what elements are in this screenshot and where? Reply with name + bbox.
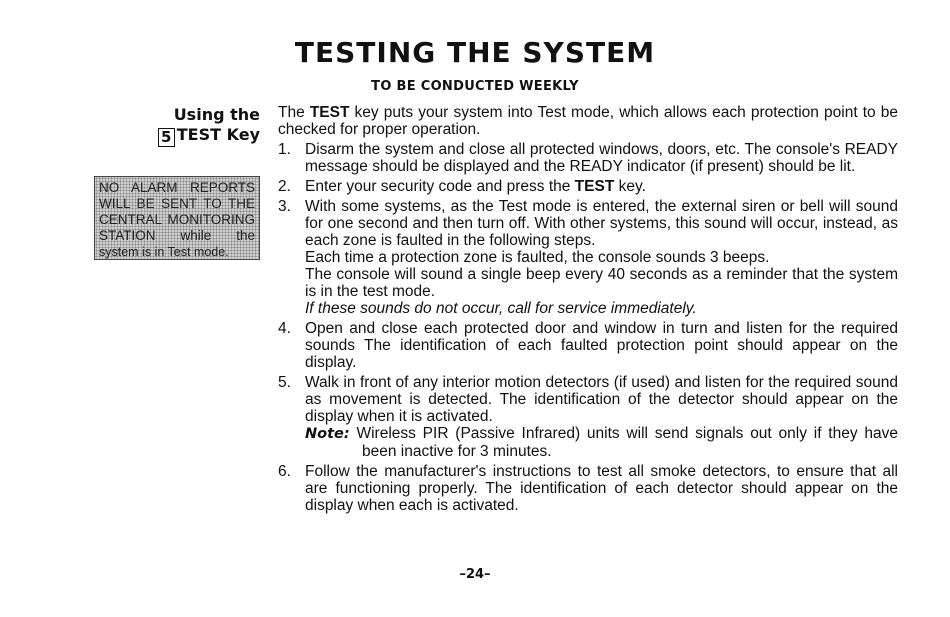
step-text: With some systems, as the Test mode is entered, the external siren or bell will sound for one second and then turn off. With other systems, this sound will occur, instead, as each zone is faulted in the following steps.	[305, 198, 898, 249]
step-text-cont: key.	[614, 178, 646, 195]
step-1	[278, 141, 898, 175]
warning-box	[94, 176, 260, 260]
step-number: 4.	[278, 320, 291, 337]
page-title: TESTING THE SYSTEM	[294, 36, 656, 69]
step-text: Follow the manufacturer's instructions to test all smoke detectors, to ensure that all are functioning properly. The identification of each detector should appear on the display when each is activated.	[305, 463, 898, 514]
side-heading-line1: Using the	[173, 105, 260, 124]
warning-line: STATION while the	[99, 228, 255, 243]
step-warning-italic: If these sounds do not occur, call for service immediately.	[305, 300, 697, 317]
steps-list	[278, 141, 898, 514]
step-subparagraph: The console will sound a single beep every 40 seconds as a reminder that the system is in the test mode.	[305, 266, 898, 300]
warning-line: WILL BE SENT TO THE	[99, 196, 255, 211]
step-3	[278, 198, 898, 317]
step-5	[278, 374, 898, 460]
step-number: 3.	[278, 198, 291, 215]
page-number: –24–	[459, 567, 491, 582]
step-4	[278, 320, 898, 371]
side-heading	[140, 105, 260, 147]
step-note	[305, 425, 898, 460]
step-text: Enter your security code and press the	[305, 178, 575, 195]
intro-text-cont: key puts your system into Test mode, which allows each protection point to be checked for proper operation.	[278, 104, 899, 138]
step-2	[278, 178, 898, 195]
step-number: 5.	[278, 374, 291, 391]
step-number: 2.	[278, 178, 291, 195]
step-subparagraph: Each time a protection zone is faulted, the console sounds 3 beeps.	[305, 249, 770, 266]
side-heading-key-label: TEST Key	[176, 125, 260, 144]
test-key-number-box: 5	[158, 128, 175, 147]
intro-paragraph	[278, 104, 898, 138]
side-heading-line2	[140, 125, 260, 147]
step-key: TEST	[574, 178, 615, 195]
step-number: 6.	[278, 463, 291, 480]
warning-line: CENTRAL MONITORING	[99, 212, 255, 227]
step-number: 1.	[278, 141, 291, 158]
note-label: Note:	[305, 426, 350, 442]
step-text: Disarm the system and close all protected windows, doors, etc. The console's READY message should be displayed and the READY indicator (if present) should be lit.	[305, 141, 898, 175]
step-text: Open and close each protected door and window in turn and listen for the required sounds The identification of each faulted protection point should appear on the display.	[305, 320, 898, 371]
warning-line: system is in Test mode.	[99, 245, 229, 259]
intro-key: TEST	[309, 104, 350, 121]
page-subtitle: TO BE CONDUCTED WEEKLY	[371, 79, 579, 94]
note-text: Wireless PIR (Passive Infrared) units will send signals out only if they have been inactive for 3 minutes.	[356, 425, 898, 460]
warning-line: NO ALARM REPORTS	[99, 180, 255, 195]
body-text	[278, 104, 898, 517]
intro-text: The	[278, 104, 310, 121]
step-6	[278, 463, 898, 514]
step-text: Walk in front of any interior motion detectors (if used) and listen for the required sound as movement is detected. The identification of the detector should appear on the display when it is activated.	[305, 374, 898, 425]
